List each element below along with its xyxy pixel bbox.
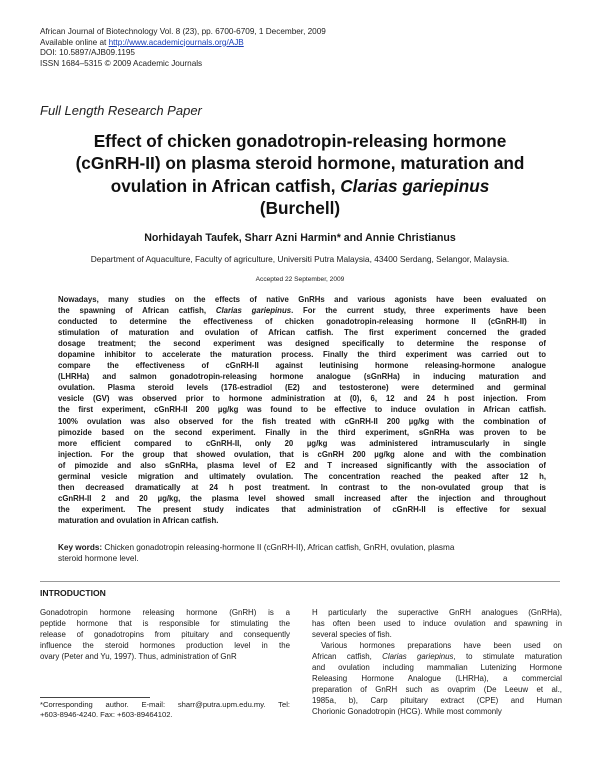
abstract-line: more efficient compared to cGnRH-II, only 20 µg/kg was administered intramuscularly in single (58, 438, 546, 448)
title-line-1: Effect of chicken gonadotropin-releasing hormone (93, 131, 507, 151)
keywords-line-1 (58, 542, 546, 553)
abstract-line: 100% ovulation was also observed for the fish treated with cGnRH-II 200 µg/kg with the combination of (58, 416, 546, 426)
title-line-4: (Burchell) (259, 198, 341, 219)
introduction-right-line: preparation of GnRH such as ovaprim (De Leeuw et al., (312, 685, 562, 694)
abstract-line: conducted to determine the effectiveness of chicken gonadotropin-releasing hormone II (cGnRH-II) in (58, 317, 546, 327)
abstract-line: dosage treatment; the second experiment was designed specifically to determine the response of (58, 339, 546, 349)
introduction-right-line: Various hormones preparations have been used on (321, 641, 562, 650)
introduction-left-line: ovary (Peter and Yu, 1997). Thus, administration of GnR (40, 652, 237, 661)
title-line-3-text: ovulation in African catfish, (110, 175, 341, 196)
species-name: Clarias gariepinus (382, 652, 454, 661)
footnote-line-2: +603-8946-4240. Fax: +603-89464102. (40, 710, 173, 720)
availability-line (40, 38, 560, 49)
introduction-right-line: African catfish, Clarias gariepinus, to stimulate maturation (312, 652, 562, 661)
keywords (58, 542, 546, 564)
introduction-left-line: influence the steroid hormones production level in the (40, 641, 290, 650)
abstract-line: then decreased dramatically at 24 h post treatment. In contrast to the non-ovulated group that is (58, 482, 546, 492)
introduction-right-line: Releasing Hormone Analogue (LHRHa), a commercial (312, 674, 562, 683)
abstract-line: ovulation. Plasma steroid levels (17ß-estradiol (E2) and testosterone) were determined and germinal (58, 383, 546, 393)
introduction-left-line: release of gonadotropins from pituitary and consequently (40, 630, 290, 639)
affiliation: Department of Aquaculture, Faculty of agriculture, Universiti Putra Malaysia, 43400 Serdang, Selangor, Malaysia. (90, 254, 510, 264)
species-name: Clarias gariepinus (215, 306, 292, 316)
author-list: Norhidayah Taufek, Sharr Azni Harmin* and Annie Christianus (144, 232, 456, 244)
corresponding-author-footnote (40, 700, 290, 721)
abstract-line: maturation and ovulation in African catfish. (58, 515, 219, 525)
introduction-right-line: H particularly the superactive GnRH analogues (GnRHa), (312, 608, 562, 617)
title-line-2: (cGnRH-II) on plasma steroid hormone, maturation and (75, 153, 525, 174)
left-column (40, 607, 290, 662)
abstract-line: the first experiment, cGnRH-II 200 µg/kg was found to be effective to induce ovulation in African catfish. (58, 405, 546, 415)
introduction-right-line: Chorionic Gonadotropin (HCG). While most commonly (312, 707, 502, 716)
species-name: Clarias gariepinus (340, 175, 490, 196)
keywords-label: Key words: (58, 543, 103, 552)
introduction-right-line: several species of fish. (312, 630, 392, 639)
right-column (312, 607, 562, 717)
abstract-line: vesicle (GV) was observed prior to hormone administration at (0), 6, 12 and 24 h post injection. From (58, 394, 546, 404)
introduction-left-line: Gonadotropin hormone releasing hormone (GnRH) is a (40, 608, 290, 617)
abstract-line: germinal vesicle migration and ultimately ovulation. The concentration reached the peaked after 12 h, (58, 471, 546, 481)
abstract-line: dopamine inhibitor to accelerate the maturation process. Finally the third experiment was carried out to (58, 350, 546, 360)
paper-type: Full Length Research Paper (40, 103, 202, 118)
journal-header (40, 27, 560, 69)
abstract-line: injection. For the group that showed ovulation, that is cGnRH 200 µg/kg alone and with the combination (58, 449, 546, 459)
introduction-left-line: peptide hormone that is responsible for stimulating the (40, 619, 290, 628)
footnote-divider (40, 697, 150, 698)
abstract-line: pimozide based on the second experiment. Finally in the third experiment, sGnRHa was proven to be (58, 427, 546, 437)
availability-prefix: Available online at (40, 37, 109, 47)
introduction-right-line: has often been used to induce ovulation and spawning in (312, 619, 562, 628)
abstract-line: Nowadays, many studies on the effects of native GnRHs and various agonists have been evaluated on (58, 295, 546, 304)
keywords-line-2: steroid hormone level. (58, 554, 139, 563)
abstract-line: stimulation of maturation and ovulation of African catfish. The first experiment concerned the graded (58, 328, 546, 338)
journal-url-link[interactable]: http://www.academicjournals.org/AJB (108, 37, 244, 47)
introduction-right-line: and ovulation including mammalian Lutenizing Hormone (312, 663, 562, 672)
journal-citation: African Journal of Biotechnology Vol. 8 (23), pp. 6700-6709, 1 December, 2009 (40, 27, 326, 36)
abstract-line: (LHRHa) and salmon gonadotropin-releasing hormone analogue (sGnRHa) in inducing maturation and (58, 372, 546, 382)
abstract (58, 294, 546, 526)
abstract-line: of pimozide and also sGnRHa, plasma level of E2 and T increased significantly with the association of (58, 460, 546, 470)
issn-line: ISSN 1684–5315 © 2009 Academic Journals (40, 58, 203, 68)
abstract-line: cGnRH-II 2 and 20 µg/kg, the plasma level showed small increased after the injection and throughout (58, 493, 546, 503)
accepted-date: Accepted 22 September, 2009 (255, 276, 345, 283)
paper-title (36, 130, 564, 220)
footnote-line-1: *Corresponding author. E-mail: sharr@putra.upm.edu.my. Tel: (40, 700, 290, 709)
abstract-line: compare the effectiveness of cGnRH-II against leutinising hormone releasing-hormone analogue (58, 361, 546, 371)
doi-line: DOI: 10.5897/AJB09.1195 (40, 48, 135, 58)
introduction-heading: INTRODUCTION (40, 588, 106, 598)
introduction-right-line: 1985a, b), Carp pituitary extract (CPE) and Human (312, 696, 562, 705)
abstract-line: the experiment. The present study indicates that administration of cGnRH-II is effective for sexual (58, 504, 546, 514)
section-divider (40, 581, 560, 582)
title-line-3 (36, 175, 564, 197)
abstract-line: the spawning of African catfish, Clarias gariepinus. For the current study, three experiments have been (58, 306, 547, 316)
keywords-text-1: Chicken gonadotropin releasing-hormone II (cGnRH-II), African catfish, GnRH, ovulation, plasma (104, 543, 455, 552)
